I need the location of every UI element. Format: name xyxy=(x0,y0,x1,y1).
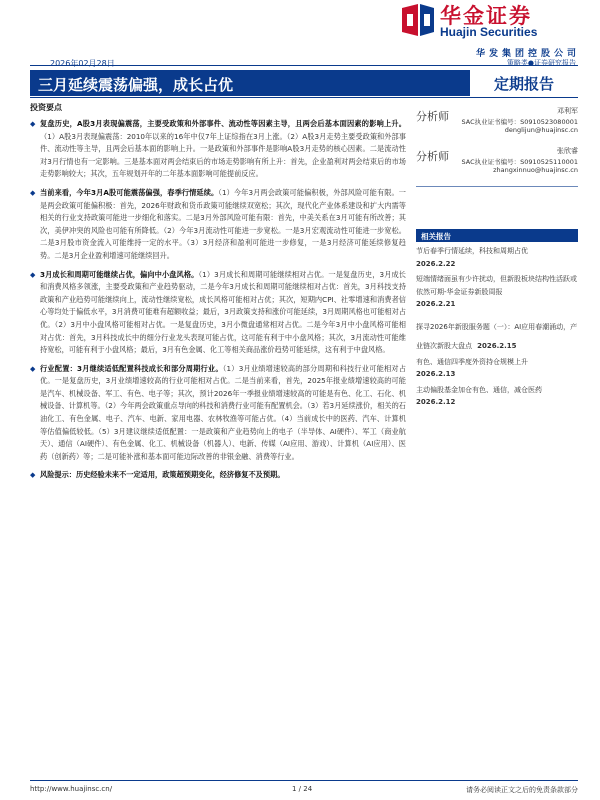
date-bar xyxy=(30,56,578,66)
related-report-title[interactable]: 探寻2026年新股服务题（一）：AI应用春潮涌动，产业链次新股大盘点 xyxy=(416,322,578,350)
key-point-text: （1）今年3月两会政策可能偏积极，外部风险可能有限。一是两会政策可能偏积极：首先，2026年财政和货币政策可能继续双宽松；其次，现代化产业体系建设和扩大内需等相关的行业支持政策可能进一步细化和落实。二是3月外部风险可能有限：首先，中美关系在3月可能有所改善；其次，美伊冲突的风险也可能有所降低。（2）今年3月流动性可能进一步宽松。一是3月宏观流动性可能进一步宽松。二是3月股市资金流入可能维持一定的水平。（3）3月经济和盈利可能进一步修复，一是3月经济可能延续修复趋势。二是3月企业盈利增速可能继续回升。 xyxy=(40,187,406,260)
logo-english-name: Huajin Securities xyxy=(440,25,538,39)
key-point-lead: 3月成长和周期可能继续占优，偏向中小盘风格。 xyxy=(40,269,199,279)
page-footer xyxy=(30,780,578,794)
bullet-icon: ◆ xyxy=(30,120,36,128)
related-report-date: 2026.2.15 xyxy=(477,342,517,350)
key-point-lead: 当前来看，今年3月A股可能震荡偏强，春季行情延续。 xyxy=(40,187,219,197)
related-report-title[interactable]: 主动偏股基金加仓有色、通信，减仓医药 xyxy=(416,385,542,394)
report-date: 2026年02月28日 xyxy=(50,59,115,68)
report-title: 三月延续震荡偏强，成长占优 xyxy=(38,76,234,94)
related-report-item[interactable] xyxy=(416,273,578,311)
analyst-card xyxy=(416,146,578,182)
huajin-logo-icon xyxy=(400,2,436,38)
analyst-label: 分析师 xyxy=(416,150,449,163)
bullet-icon: ◆ xyxy=(30,471,36,480)
related-report-item[interactable] xyxy=(416,245,578,270)
logo-chinese-name: 华金证券 xyxy=(440,4,532,28)
key-point-text: （1）3月成长和周期可能继续相对占优。一是复盘历史，3月成长和消费风格多领涨，主要受政策和产业趋势驱动，二是今年3月成长和周期可能继续相对占优：首先，3月科技支持政策和产业趋势可能继续向上，流动性继续宽松，成长风格可能相对占优；其次，短期内CPI、社零增速和消费者信心等均处于偏低水平，3月消费可能难有超额收益；最后，3月政策支持和涨价可能延续，3月周期风格也可能相对占优。（2）3月中小盘风格可能相对占优。一是复盘历史，3月小微盘通常相对占优。二是今年3月中小盘风格可能相对占优：首先，3月科技成长中的细分行业龙头表现可能占优，这可能有利于中小盘风格；其次，3月流动性可能维持宽松，可能有利于小盘风格；最后，3月有色金属、化工等相关商品涨价趋势可能延续，这有利于中盘风格。 xyxy=(40,269,406,355)
analyst-cert: SAC执业证书编号：S0910525110001 xyxy=(461,158,578,166)
analyst-email[interactable]: zhangxinnuo@huajinsc.cn xyxy=(493,166,578,174)
key-points-section xyxy=(30,102,406,752)
huajin-logo xyxy=(400,2,580,42)
page-number: 1 / 24 xyxy=(292,785,313,793)
related-report-date: 2026.2.12 xyxy=(416,398,456,406)
sidebar xyxy=(416,106,578,526)
analyst-email[interactable]: denglijun@huajinsc.cn xyxy=(504,126,578,134)
key-point-lead: 风险提示：历史经验未来不一定适用，政策超预期变化，经济修复不及预期。 xyxy=(40,470,285,480)
key-point-text: （1）3月业绩增速较高的部分周期和科技行业可能相对占优。一是复盘历史，3月业绩增速较高的行业可能相对占优。二是当前来看，首先，2025年报业绩增速较高的可能是汽车、机械设备、军工、有色、电子等；其次，预计2026年一季报业绩增速较高的可能是有色、化工、石化、机械设备、计算机等。（2）今年两会政策重点导向的科技和消费行业可能有配置机会。（3）若3月延续涨价，相关的石油化工、有色金属、电子、汽车、电新、家用电器、农林牧渔等可能占优。（4）当前成长中的医药、汽车、计算机等估值偏低较低。（5）3月建议继续适低配置：一是政策和产业趋势向上的电子（半导体、AI硬件）、军工（商业航天）、通信（AI硬件）、有色金属、化工、机械设备（机器人）、电新、传媒（AI应用、游戏）、计算机（AI应用）、医药（创新药）等；二是可能补涨和基本面可能边际改善的非银金融、消费等行业。 xyxy=(40,363,406,461)
key-point-lead: 复盘历史，A股3月表现偏震荡，主要受政策和外部事件、流动性等因素主导，且两会后基本面因素的影响上升。 xyxy=(40,119,406,128)
related-report-title[interactable]: 短端情绪面虽有少许扰动，但新股板块结构性活跃或依然可期-华金证券新股周报 xyxy=(416,275,577,296)
analyst-card xyxy=(416,106,578,142)
key-point-lead: 行业配置：3月继续适低配置科技成长和部分周期行业。 xyxy=(40,363,223,373)
report-type: 定期报告 xyxy=(494,75,555,93)
footer-disclaimer: 请务必阅读正文之后的免责条款部分 xyxy=(466,786,578,794)
analyst-name: 邓利军 xyxy=(557,107,578,115)
footer-website-link[interactable]: http://www.huajinsc.cn/ xyxy=(30,785,113,793)
related-report-title[interactable]: 节后春季行情延续，科技和周期占优 xyxy=(416,247,528,255)
related-report-title[interactable]: 有色、通信四季度外资持仓规模上升 xyxy=(416,357,528,366)
bullet-icon: ◆ xyxy=(30,188,36,197)
key-points-heading: 投资要点 xyxy=(30,103,62,112)
key-point xyxy=(30,269,406,357)
related-reports-heading: 相关报告 xyxy=(416,229,578,242)
related-report-item[interactable] xyxy=(416,356,578,381)
related-report-date: 2026.2.22 xyxy=(416,259,456,268)
key-point-text: （1）A股3月表现偏震荡：2010年以来的16年中仅7年上证综指在3月上涨。（2）A股3月走势主要受政策和外部事件、流动性等主导，且两会后基本面的影响上升。一是政策和外部事件是影响A股3月走势的核心因素。二是流动性对3月行情也有一定影响。三是基本面对两会结束后的市场走势影响有所上升：首先，企业盈利对两会结束后的市场走势影响较大；其次，五年规划开年的二年基本面影响可能提前反应。 xyxy=(40,131,406,179)
related-report-date: 2026.2.21 xyxy=(416,300,456,308)
key-point xyxy=(30,187,406,263)
title-divider xyxy=(30,97,578,98)
sidebar-divider xyxy=(416,186,578,187)
report-category: 策略类●证券研究报告 xyxy=(506,59,576,67)
analyst-name: 张欣睿 xyxy=(557,147,578,155)
bullet-icon: ◆ xyxy=(30,364,36,373)
analyst-label: 分析师 xyxy=(416,110,449,123)
related-report-item[interactable] xyxy=(416,384,578,409)
key-point xyxy=(30,469,406,482)
related-report-item[interactable] xyxy=(416,314,578,353)
key-point xyxy=(30,118,406,181)
title-bar xyxy=(30,70,470,96)
bullet-icon: ◆ xyxy=(30,270,36,279)
key-point xyxy=(30,363,406,464)
analyst-cert: SAC执业证书编号：S0910523080001 xyxy=(461,118,578,126)
related-report-date: 2026.2.13 xyxy=(416,370,456,378)
company-tagline: 华发集团控股公司 xyxy=(475,49,580,59)
